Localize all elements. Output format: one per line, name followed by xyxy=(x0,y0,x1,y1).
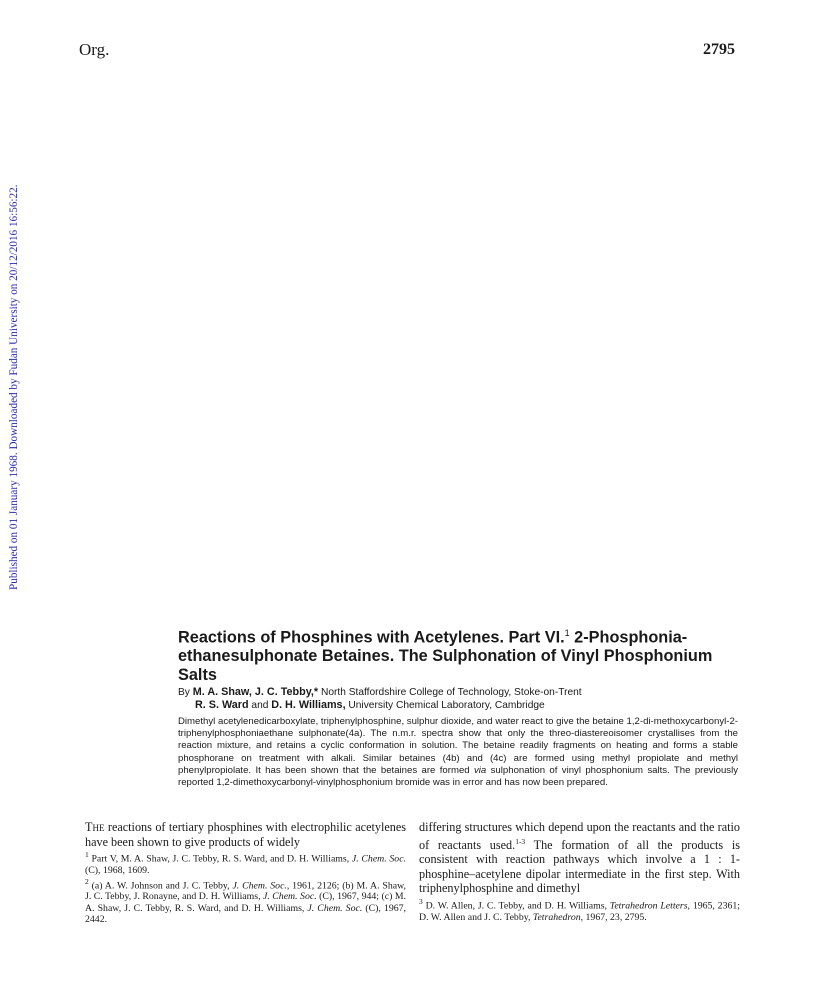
affiliation-1: North Staffordshire College of Technology, Stoke-on-Trent xyxy=(318,687,582,698)
authors-group-1: M. A. Shaw, J. C. Tebby,* xyxy=(192,686,319,698)
body-paragraph-left: The reactions of tertiary phosphines with electrophilic acetylenes have been shown to give products of widely xyxy=(85,820,406,849)
author-line-2: R. S. Ward and D. H. Williams, University Chemical Laboratory, Cambridge xyxy=(195,699,545,711)
journal-section-header: Org. xyxy=(79,40,110,59)
author-line-1: By M. A. Shaw, J. C. Tebby,* North Staffordshire College of Technology, Stoke-on-Trent xyxy=(178,686,582,698)
article-title: Reactions of Phosphines with Acetylenes. Part VI.$^1$ 2-Phosphonia-ethanesulphonate Betaines. The Sulphonation of Vinyl Phosphonium Salts xyxy=(178,628,713,685)
footnote-1: $^1$ Part V, M. A. Shaw, J. C. Tebby, R. S. Ward, and D. H. Williams, J. Chem. Soc. (C), 1968, 1609. xyxy=(85,850,406,876)
abstract: Dimethyl acetylenedicarboxylate, triphenylphosphine, sulphur dioxide, and water react to give the betaine 1,2-di-methoxycarbonyl-2-triphenylphosphoniaethane sulphonate(4a). The n.m.r. spectra show that only the threo-diastereoisomer crystallises from the reaction mixture, and retains a cyclic conformation in solution. The betaine readily fragments on heating and forms a stable phosphorane on treatment with alkali. Similar betaines (4b) and (4c) are formed using methyl propiolate and methyl phenylpropiolate. It has been shown that the betaines are formed via sulphonation of vinyl phosphonium salts. The previously reported 1,2-dimethoxycarbonyl-vinylphosphonium bromide was in error and has now been prepared. xyxy=(178,716,739,789)
footnote-3: $^3$ D. W. Allen, J. C. Tebby, and D. H. Williams, Tetrahedron Letters, 1965, 2361; D. W. Allen and J. C. Tebby, Tetrahedron, 1967, 23, 2795. xyxy=(419,897,740,923)
page-number: 2795 xyxy=(703,41,735,58)
body-column-right xyxy=(419,820,740,923)
body-column-left xyxy=(85,820,406,925)
citation-ref: 1-3 xyxy=(515,836,526,846)
download-watermark[interactable]: Published on 01 January 1968. Downloaded by Fudan University on 20/12/2016 16:56:22. xyxy=(8,184,20,590)
author-block xyxy=(178,686,748,712)
body-paragraph-right: differing structures which depend upon the reactants and the ratio of reactants used.$^{1-3}$ The formation of all the products is consistent with reaction pathways which involve a 1 : 1-phosphine–acetylene dipolar intermediate in the first step. With triphenylphosphine and dimethyl xyxy=(419,820,740,896)
title-ref: 1 xyxy=(564,628,570,638)
footnote-2: $^2$ (a) A. W. Johnson and J. C. Tebby, J. Chem. Soc., 1961, 2126; (b) M. A. Shaw, J. C. Tebby, J. Ronayne, and D. H. Williams, J. Chem. Soc. (C), 1967, 944; (c) M. A. Shaw, J. C. Tebby, R. S. Ward, and D. H. Williams, J. Chem. Soc. (C), 1967, 2442. xyxy=(85,876,406,925)
affiliation-2: University Chemical Laboratory, Cambridge xyxy=(345,700,545,711)
